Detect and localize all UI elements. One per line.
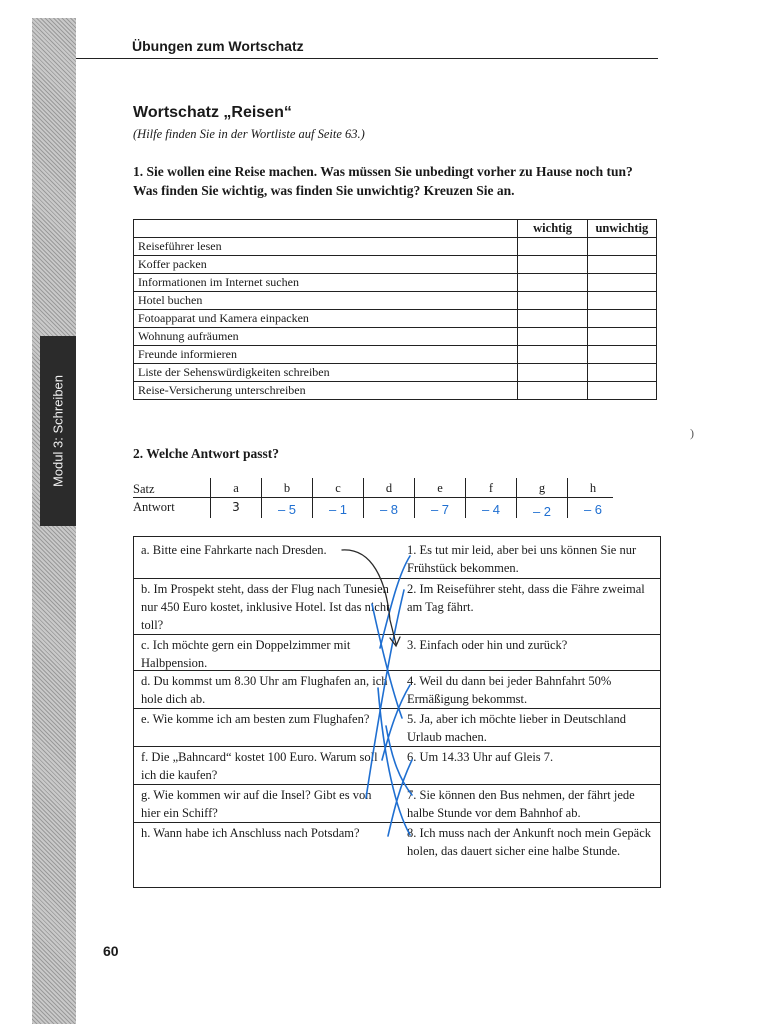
answer-field[interactable]: – 6 <box>583 502 603 517</box>
matching-row-divider <box>133 746 661 747</box>
matching-row-divider <box>133 634 661 635</box>
checklist-item: Freunde informieren <box>134 346 518 364</box>
answer-2: 2. Im Reiseführer steht, dass die Fähre zweimal am Tag fährt. <box>407 582 645 614</box>
checkbox-wichtig[interactable] <box>518 364 587 382</box>
checkbox-wichtig[interactable] <box>518 292 587 310</box>
satz-letter: d <box>385 481 393 495</box>
table-row <box>134 346 657 364</box>
satz-letter: b <box>283 481 291 495</box>
task2-prompt: 2. Welche Antwort passt? <box>133 446 280 461</box>
checkbox-unwichtig[interactable] <box>587 382 656 400</box>
answer-5: 5. Ja, aber ich möchte lieber in Deutschland Urlaub machen. <box>407 712 627 744</box>
answer-3: 3. Einfach oder hin und zurück? <box>407 638 568 652</box>
checkbox-unwichtig[interactable] <box>587 292 656 310</box>
checkbox-wichtig[interactable] <box>518 238 587 256</box>
table-row <box>134 382 657 400</box>
satz-divider <box>133 497 613 498</box>
answer-4: 4. Weil du dann bei jeder Bahnfahrt 50% Ermäßigung bekommst. <box>407 674 612 706</box>
checklist-header-row <box>134 220 657 238</box>
satz-letter: g <box>538 481 546 495</box>
column-unwichtig: unwichtig <box>587 220 656 238</box>
checkbox-unwichtig[interactable] <box>587 256 656 274</box>
answer-field[interactable]: 3 <box>232 500 240 514</box>
matching-row-divider <box>133 784 661 785</box>
section-title: Wortschatz „Reisen“ <box>133 104 292 121</box>
satz-letter: h <box>589 481 597 495</box>
answer-6: 6. Um 14.33 Uhr auf Gleis 7. <box>407 750 554 764</box>
header-rule <box>76 58 658 59</box>
satz-letter: c <box>335 481 341 495</box>
checkbox-wichtig[interactable] <box>518 328 587 346</box>
checkbox-unwichtig[interactable] <box>587 364 656 382</box>
matching-row-divider <box>133 578 661 579</box>
sentence-e: e. Wie komme ich am besten zum Flughafen? <box>141 712 370 726</box>
satz-letter: e <box>437 481 443 495</box>
answer-7: 7. Sie können den Bus nehmen, der fährt jede halbe Stunde vor dem Bahnhof ab. <box>407 788 635 820</box>
antwort-label: Antwort <box>133 500 175 514</box>
sentence-a: a. Bitte eine Fahrkarte nach Dresden. <box>141 543 327 557</box>
sentence-h: h. Wann habe ich Anschluss nach Potsdam? <box>141 826 360 840</box>
matching-row-divider <box>133 708 661 709</box>
satz-letter: f <box>488 481 494 495</box>
table-row <box>134 328 657 346</box>
answer-field[interactable]: – 2 <box>532 504 552 519</box>
answer-1: 1. Es tut mir leid, aber bei uns können Sie nur Frühstück bekommen. <box>407 543 637 575</box>
answer-field[interactable]: – 8 <box>379 502 399 517</box>
matching-row-divider <box>133 822 661 823</box>
module-side-tab <box>40 336 76 526</box>
table-row <box>134 310 657 328</box>
sentence-b: b. Im Prospekt steht, dass der Flug nach Tunesien nur 450 Euro kostet, inklusive Hotel. Ist das nicht toll? <box>141 582 390 632</box>
table-row <box>134 364 657 382</box>
answer-field[interactable]: – 7 <box>430 502 450 517</box>
answer-field[interactable]: – 4 <box>481 502 501 517</box>
checkbox-wichtig[interactable] <box>518 382 587 400</box>
sentence-f: f. Die „Bahncard“ kostet 100 Euro. Warum soll ich die kaufen? <box>141 750 378 782</box>
checklist-item: Liste der Sehenswürdigkeiten schreiben <box>134 364 518 382</box>
checkbox-unwichtig[interactable] <box>587 274 656 292</box>
checkbox-unwichtig[interactable] <box>587 346 656 364</box>
answer-field[interactable]: – 5 <box>277 502 297 517</box>
running-head: Übungen zum Wortschatz <box>132 38 304 54</box>
table-row <box>134 256 657 274</box>
checklist-table <box>133 219 657 400</box>
checkbox-unwichtig[interactable] <box>587 238 656 256</box>
sentence-c: c. Ich möchte gern ein Doppelzimmer mit Halbpension. <box>141 638 351 670</box>
checkbox-wichtig[interactable] <box>518 274 587 292</box>
side-margin-strip <box>32 18 76 1024</box>
table-row <box>134 292 657 310</box>
satz-letter: a <box>233 481 239 495</box>
column-wichtig: wichtig <box>518 220 587 238</box>
stray-mark: ) <box>690 426 694 440</box>
answer-8: 8. Ich muss nach der Ankunft noch mein Gepäck holen, das dauert sicher eine halbe Stunde. <box>407 826 652 858</box>
task1-prompt: 1. Sie wollen eine Reise machen. Was müssen Sie unbedingt vorher zu Hause noch tun? Was finden Sie wichtig, was finden Sie unwichtig? Kreuzen Sie an. <box>133 164 633 198</box>
answer-field[interactable]: – 1 <box>328 502 348 517</box>
table-row <box>134 274 657 292</box>
sentence-g: g. Wie kommen wir auf die Insel? Gibt es von hier ein Schiff? <box>141 788 372 820</box>
checklist-item: Koffer packen <box>134 256 518 274</box>
page-number: 60 <box>103 943 119 959</box>
checkbox-wichtig[interactable] <box>518 256 587 274</box>
section-hint: (Hilfe finden Sie in der Wortliste auf Seite 63.) <box>133 127 365 141</box>
checkbox-unwichtig[interactable] <box>587 310 656 328</box>
module-side-tab-label: Modul 3: Schreiben <box>50 374 66 488</box>
checklist-item: Hotel buchen <box>134 292 518 310</box>
table-row <box>134 238 657 256</box>
satz-label: Satz <box>133 482 155 496</box>
checkbox-wichtig[interactable] <box>518 310 587 328</box>
sentence-d: d. Du kommst um 8.30 Uhr am Flughafen an, ich hole dich ab. <box>141 674 388 706</box>
checklist-item: Reiseführer lesen <box>134 238 518 256</box>
checkbox-wichtig[interactable] <box>518 346 587 364</box>
checklist-item: Fotoapparat und Kamera einpacken <box>134 310 518 328</box>
checkbox-unwichtig[interactable] <box>587 328 656 346</box>
checklist-item: Wohnung aufräumen <box>134 328 518 346</box>
checklist-header-empty <box>134 220 518 238</box>
checklist-item: Informationen im Internet suchen <box>134 274 518 292</box>
checklist-item: Reise-Versicherung unterschreiben <box>134 382 518 400</box>
